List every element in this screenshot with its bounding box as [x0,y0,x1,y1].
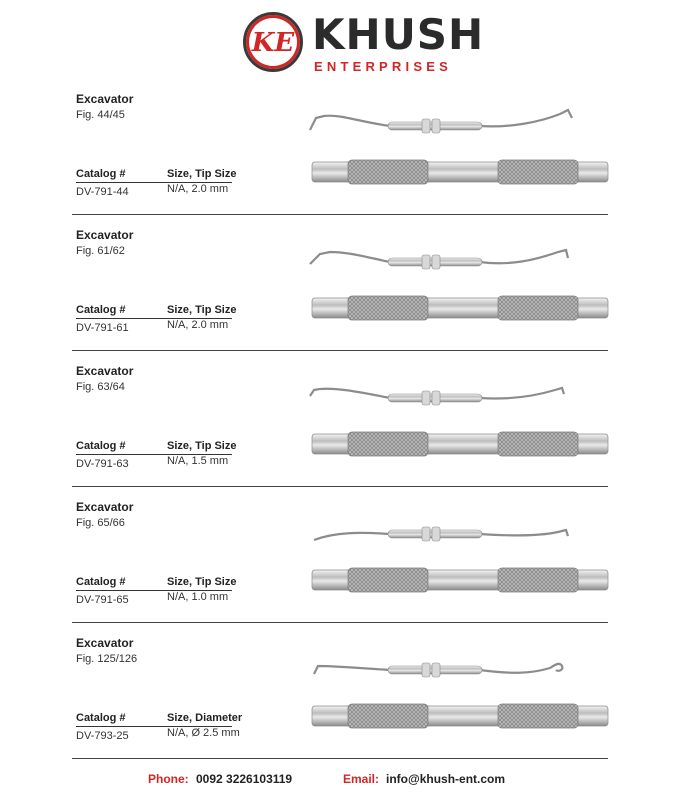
section-divider [72,214,608,215]
logo-icon [243,12,303,72]
instrument-tip-image [314,527,568,541]
product-title: Excavator [76,228,134,242]
product-entry [0,92,689,228]
catalog-header: Catalog # [76,712,126,724]
instrument-image [300,228,610,338]
instrument-image [300,92,610,202]
page-header [0,0,689,90]
instrument-handle-image [312,160,608,184]
catalog-header: Catalog # [76,304,126,316]
size-value: N/A, 2.0 mm [167,183,229,195]
size-value: N/A, 2.0 mm [167,319,229,331]
product-figure: Fig. 44/45 [76,109,125,121]
instrument-tip-image [310,250,568,269]
catalog-number: DV-793-25 [76,730,129,742]
size-value: N/A, 1.5 mm [167,455,229,467]
product-title: Excavator [76,92,134,106]
phone-number: 0092 3226103119 [196,772,293,786]
product-figure: Fig. 65/66 [76,517,125,529]
section-divider [72,622,608,623]
size-header: Size, Tip Size [167,576,237,588]
product-title: Excavator [76,500,134,514]
instrument-image [300,364,610,474]
email-address: info@khush-ent.com [386,772,506,786]
catalog-header: Catalog # [76,440,126,452]
product-figure: Fig. 125/126 [76,653,138,665]
catalog-header: Catalog # [76,168,126,180]
instrument-handle-image [312,296,608,320]
size-header: Size, Tip Size [167,304,237,316]
size-header: Size, Diameter [167,712,243,724]
brand-subtitle: ENTERPRISES [314,59,452,74]
product-title: Excavator [76,636,134,650]
instrument-tip-image [314,663,562,677]
brand-name: KHUSH [312,10,485,59]
logo-monogram: KE [251,28,295,58]
email-label: Email: [343,772,380,786]
product-entry [0,636,689,772]
size-value: N/A, 1.0 mm [167,591,229,603]
contact-footer [0,772,689,792]
instrument-handle-image [312,568,608,592]
product-figure: Fig. 63/64 [76,381,125,393]
product-entry [0,228,689,364]
instrument-tip-image [310,388,564,405]
instrument-handle-image [312,704,608,728]
instrument-handle-image [312,432,608,456]
size-value: N/A, Ø 2.5 mm [167,727,240,739]
product-figure: Fig. 61/62 [76,245,125,257]
product-entry [0,500,689,636]
catalog-number: DV-791-44 [76,186,129,198]
catalog-number: DV-791-65 [76,594,129,606]
catalog-header: Catalog # [76,576,126,588]
catalog-number: DV-791-63 [76,458,129,470]
instrument-image [300,500,610,610]
phone-label: Phone: [148,772,189,786]
size-header: Size, Tip Size [167,168,237,180]
product-title: Excavator [76,364,134,378]
catalog-number: DV-791-61 [76,322,129,334]
size-header: Size, Tip Size [167,440,237,452]
product-entry [0,364,689,500]
section-divider [72,486,608,487]
section-divider [72,758,608,759]
instrument-image [300,636,610,746]
section-divider [72,350,608,351]
instrument-tip-image [310,110,572,133]
